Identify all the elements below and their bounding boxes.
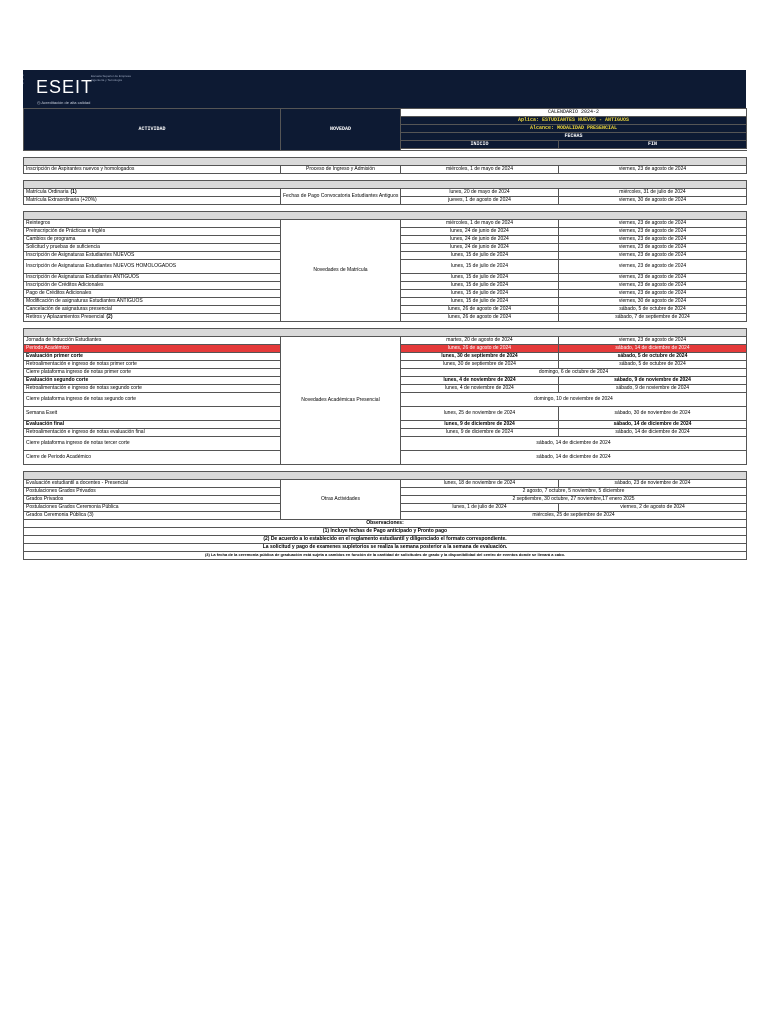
activity-label: Evaluación primer corte [26,353,83,360]
activity-label: Retroalimentación e ingreso de notas primer corte [26,361,137,368]
end-date-cell: sábado, 5 de octubre de 2024 [559,361,747,369]
activity-label: Cierre plataforma ingreso de notas primer corte [26,369,132,376]
calendar-title: CALENDARIO 2024-2 [401,109,747,117]
calendar-row [24,189,747,197]
activity-label: Preinscripción de Prácticas e Inglés [26,228,106,235]
activity-cell [24,496,281,504]
start-date-cell: lunes, 15 de julio de 2024 [401,260,559,274]
end-date-cell: viernes, 23 de agosto de 2024 [559,337,747,345]
activity-cell [24,314,281,322]
date-span-cell: domingo, 10 de noviembre de 2024 [401,393,747,407]
novedad-cell: Otras Actividades [281,480,401,520]
activity-cell [24,189,281,197]
activity-cell [24,480,281,488]
separator-row [24,212,747,220]
end-date-cell: sábado, 5 de octubre de 2024 [559,353,747,361]
activity-label: Cierre plataforma ingreso de notas segundo corte [26,396,137,403]
spacer-row [24,151,747,158]
date-span-cell: 2 septiembre, 30 octubre, 27 noviembre,17 enero 2025 [401,496,747,504]
activity-label: Matrícula Extraordinaria (+20%) [26,197,97,204]
activity-cell [24,290,281,298]
start-date-cell: lunes, 18 de noviembre de 2024 [401,480,559,488]
end-date-cell: viernes, 23 de agosto de 2024 [559,220,747,228]
end-date-cell: viernes, 23 de agosto de 2024 [559,244,747,252]
activity-cell [24,220,281,228]
activity-cell [24,353,281,361]
activity-cell [24,407,281,421]
end-date-cell: sábado, 5 de octubre de 2024 [559,306,747,314]
calendar-sheet [23,70,746,560]
activity-cell [24,306,281,314]
activity-label: Inscripción de Asignaturas Estudiantes NUEVOS [26,252,135,259]
activity-label: Cierre de Periodo Académico [26,454,92,461]
header-novedad: NOVEDAD [281,109,401,151]
end-date-cell: viernes, 23 de agosto de 2024 [559,282,747,290]
start-date-cell: lunes, 15 de julio de 2024 [401,282,559,290]
accreditation-tagline: ◷ Acreditación de alta calidad [37,100,91,105]
activity-cell [24,298,281,306]
activity-cell [24,197,281,205]
start-date-cell: lunes, 24 de junio de 2024 [401,244,559,252]
activity-label: Postulaciones Grados Privados [26,488,96,495]
calendar-row [24,480,747,488]
end-date-cell: viernes, 23 de agosto de 2024 [559,166,747,174]
header-alcance: Alcance: MODALIDAD PRESENCIAL [401,125,747,133]
activity-label: Periodo Académico [26,345,70,352]
activity-label: Postulaciones Grados Ceremonia Pública [26,504,119,511]
date-span-cell: miércoles, 25 de septiembre de 2024 [401,512,747,520]
activity-cell [24,377,281,385]
activity-cell [24,504,281,512]
novedad-cell: Novedades de Matrícula [281,220,401,322]
activity-label: Inscripción de Aspirantes nuevos y homologados [26,166,135,173]
activity-label: Modificación de asignaturas Estudiantes ANTIGUOS [26,298,143,305]
activity-label: Grados Privados [26,496,64,503]
observation-line: (1) Incluye fechas de Pago anticipado y Pronto pago [24,528,747,536]
date-span-cell: 2 agosto, 7 octubre, 5 noviembre, 5 diciembre [401,488,747,496]
header-aplica: Aplica: ESTUDIANTES NUEVOS - ANTIGUOS [401,117,747,125]
activity-label: Cancelación de asignaturas presencial [26,306,112,313]
end-date-cell: sábado, 9 de noviembre de 2024 [559,385,747,393]
start-date-cell: lunes, 9 de diciembre de 2024 [401,421,559,429]
activity-cell [24,274,281,282]
start-date-cell: lunes, 20 de mayo de 2024 [401,189,559,197]
activity-label: Cambios de programa [26,236,76,243]
activity-label: Grados Ceremonia Pública (3) [26,512,94,519]
end-date-cell: sábado, 7 de septiembre de 2024 [559,314,747,322]
novedad-cell: Fechas de Pago Convocatoria Estudiantes Antiguos [281,189,401,205]
observaciones-title: Observaciones: [24,520,747,528]
end-date-cell: viernes, 2 de agosto de 2024 [559,504,747,512]
start-date-cell: lunes, 26 de agosto de 2024 [401,314,559,322]
activity-label: Cierre plataforma ingreso de notas tercer corte [26,440,130,447]
activity-cell [24,260,281,274]
end-date-cell: sábado, 14 de diciembre de 2024 [559,345,747,353]
observation-line: La solicitud y pago de examenes supletorios se realiza la semana posterior a la semana de evaluación. [24,544,747,552]
date-span-cell: sábado, 14 de diciembre de 2024 [401,437,747,451]
brand-banner [23,70,746,108]
activity-cell [24,421,281,429]
spacer-row [24,174,747,181]
activity-cell [24,361,281,369]
logo-dots: ▪ ▪ ▪ [23,73,25,85]
end-date-cell: viernes, 23 de agosto de 2024 [559,236,747,244]
activity-label: Semana Eseit [26,410,58,417]
activity-cell [24,282,281,290]
eseit-logo: ESEIT [36,77,94,97]
activity-label: Retiros y Aplazamientos Presencial [26,314,105,321]
separator-row [24,329,747,337]
activity-label: Matrícula Ordinaria [26,189,69,196]
header-fechas: FECHAS [401,133,747,141]
activity-label: Evaluación estudiantil a docentes - Presencial [26,480,129,487]
activity-cell [24,393,281,407]
end-date-cell: viernes, 23 de agosto de 2024 [559,274,747,282]
date-span-cell: sábado, 14 de diciembre de 2024 [401,451,747,465]
start-date-cell: lunes, 4 de noviembre de 2024 [401,385,559,393]
start-date-cell: lunes, 30 de septiembre de 2024 [401,361,559,369]
start-date-cell: lunes, 24 de junio de 2024 [401,228,559,236]
start-date-cell: lunes, 9 de diciembre de 2024 [401,429,559,437]
activity-cell [24,166,281,174]
activity-cell [24,488,281,496]
activity-label: Reintegros [26,220,51,227]
footnote-ref: (1) [70,189,77,196]
end-date-cell: viernes, 23 de agosto de 2024 [559,260,747,274]
activity-cell [24,244,281,252]
activity-label: Evaluación segundo corte [26,377,89,384]
end-date-cell: viernes, 23 de agosto de 2024 [559,290,747,298]
activity-label: Evaluación final [26,421,65,428]
activity-cell [24,451,281,465]
end-date-cell: sábado, 23 de noviembre de 2024 [559,480,747,488]
activity-label: Retroalimentación e ingreso de notas segundo corte [26,385,142,392]
start-date-cell: martes, 20 de agosto de 2024 [401,337,559,345]
tagline-text: Acreditación de alta calidad [41,100,91,105]
end-date-cell: viernes, 30 de agosto de 2024 [559,197,747,205]
start-date-cell: lunes, 25 de noviembre de 2024 [401,407,559,421]
start-date-cell: lunes, 26 de agosto de 2024 [401,306,559,314]
start-date-cell: miércoles, 1 de mayo de 2024 [401,220,559,228]
calendar-table [23,108,747,560]
end-date-cell: sábado, 30 de noviembre de 2024 [559,407,747,421]
start-date-cell: lunes, 30 de septiembre de 2024 [401,353,559,361]
spacer-row [24,322,747,329]
activity-cell [24,369,281,377]
activity-label: Inscripción de Asignaturas Estudiantes ANTIGUOS [26,274,140,281]
activity-label: Inscripción de Asignaturas Estudiantes NUEVOS HOMOLOGADOS [26,263,177,270]
activity-label: Pago de Créditos Adicionales [26,290,92,297]
start-date-cell: lunes, 1 de julio de 2024 [401,504,559,512]
end-date-cell: sábado, 14 de diciembre de 2024 [559,429,747,437]
calendar-row [24,166,747,174]
activity-label: Inscripción de Créditos Adicionales [26,282,104,289]
activity-cell [24,228,281,236]
footnote-ref: (2) [106,314,113,321]
activity-label: Solicitud y pruebas de suficiencia [26,244,100,251]
calendar-row [24,220,747,228]
start-date-cell: lunes, 15 de julio de 2024 [401,290,559,298]
header-inicio: INICIO [401,141,559,149]
end-date-cell: viernes, 23 de agosto de 2024 [559,252,747,260]
start-date-cell: miércoles, 1 de mayo de 2024 [401,166,559,174]
activity-cell [24,337,281,345]
start-date-cell: lunes, 26 de agosto de 2024 [401,345,559,353]
separator-row [24,472,747,480]
start-date-cell: lunes, 24 de junio de 2024 [401,236,559,244]
spacer-row [24,465,747,472]
end-date-cell: miércoles, 31 de julio de 2024 [559,189,747,197]
end-date-cell: sábado, 14 de diciembre de 2024 [559,421,747,429]
activity-cell [24,512,281,520]
end-date-cell: sábado, 9 de noviembre de 2024 [559,377,747,385]
start-date-cell: lunes, 15 de julio de 2024 [401,274,559,282]
activity-cell [24,252,281,260]
spacer-row [24,205,747,212]
novedad-cell: Novedades Académicas Presencial [281,337,401,465]
activity-cell [24,437,281,451]
separator-row [24,181,747,189]
start-date-cell: lunes, 4 de noviembre de 2024 [401,377,559,385]
activity-cell [24,345,281,353]
logo-subtitle: Escuela Superior de Empresa Ingeniería y Tecnología [91,74,131,82]
separator-row [24,158,747,166]
header-actividad: ACTIVIDAD [24,109,281,151]
date-span-cell: domingo, 6 de octubre de 2024 [401,369,747,377]
observation-line: (3) La fecha de la ceremonia pública de graduación está sujeta a cambios en función de la cantidad de solicitudes de grado y la disponibilidad del centro de eventos donde se llevará a cabo. [24,552,747,560]
observation-line: (2) De acuerdo a lo establecido en el reglamento estudiantil y diligenciado el formato correspondiente. [24,536,747,544]
activity-cell [24,429,281,437]
activity-cell [24,236,281,244]
activity-cell [24,385,281,393]
end-date-cell: viernes, 23 de agosto de 2024 [559,228,747,236]
end-date-cell: viernes, 30 de agosto de 2024 [559,298,747,306]
header-fin: FIN [559,141,747,149]
start-date-cell: lunes, 15 de julio de 2024 [401,252,559,260]
start-date-cell: jueves, 1 de agosto de 2024 [401,197,559,205]
novedad-cell: Proceso de Ingreso y Admisión [281,166,401,174]
calendar-row [24,337,747,345]
activity-label: Retroalimentación e ingreso de notas evaluación final [26,429,145,436]
activity-label: Jornada de Inducción Estudiantes [26,337,102,344]
start-date-cell: lunes, 15 de julio de 2024 [401,298,559,306]
